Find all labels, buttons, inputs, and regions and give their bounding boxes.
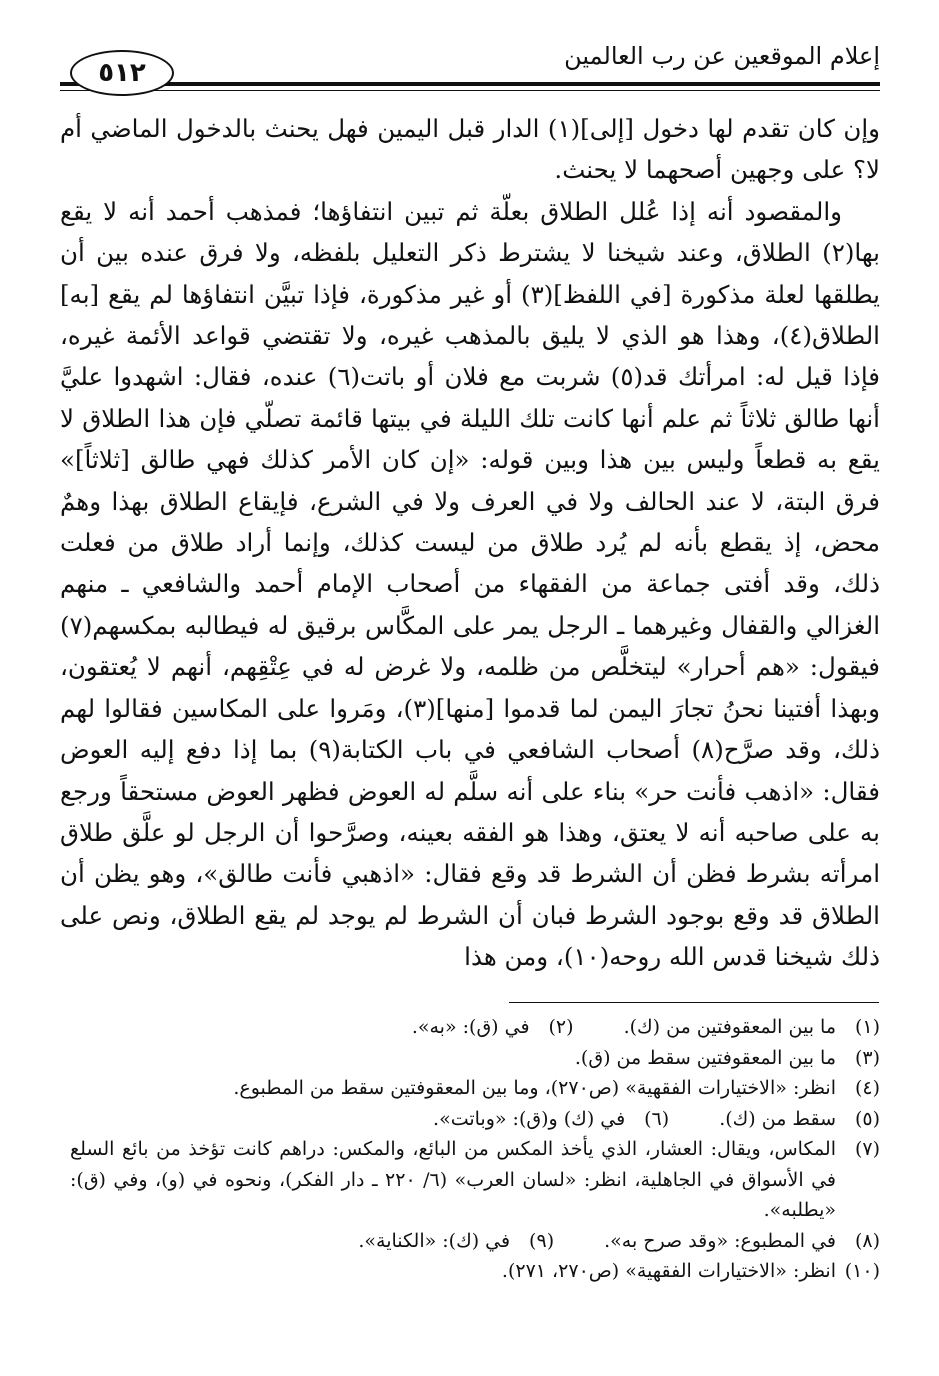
footnote <box>624 1012 880 1043</box>
footnote <box>575 1043 880 1074</box>
header-rule-thin <box>60 90 880 91</box>
footnote-row <box>70 1256 880 1287</box>
footnote-text: في (ق): «به». <box>411 1016 530 1038</box>
footnote-number: (٨) <box>854 1229 880 1252</box>
footnote-row <box>70 1134 880 1226</box>
running-title: إعلام الموقعين عن رب العالمين <box>564 42 880 70</box>
footnotes <box>70 1012 880 1287</box>
footnote-number: (١٠) <box>844 1260 880 1282</box>
footnote-number: (٩) <box>529 1229 555 1252</box>
footnote-number: (٧) <box>854 1138 880 1160</box>
page-number-badge: ٥١٢ <box>70 50 174 96</box>
main-text <box>60 108 880 978</box>
footnote-text: ما بين المعقوفتين سقط من (ق). <box>574 1046 836 1069</box>
footnote <box>233 1073 880 1104</box>
footnote-separator <box>509 1002 879 1003</box>
footnote-text: المكاس، ويقال: العشار، الذي يأخذ المكس من البائع، والمكس: دراهم كانت تؤخذ من بائع السلع في الأسواق في الجاهلية، انظر: «لسان العرب» (٦/ ٢٢٠ ـ دار الفكر)، ونحوه في (و)، وفي (ق): «يطلبه». <box>70 1138 836 1221</box>
footnote-row <box>70 1012 880 1043</box>
paragraph: والمقصود أنه إذا عُلل الطلاق بعلّة ثم تبين انتفاؤها؛ فمذهب أحمد أنه لا يقع بها(٢) الطلاق، وعند شيخنا لا يشترط ذكر التعليل بلفظه، ولا فرق عنده بين أن يطلقها لعلة مذكورة [في اللفظ](٣) أو غير مذكورة، فإذا تبيَّن انتفاؤها لم يقع [به] الطلاق(٤)، وهذا هو الذي لا يليق بالمذهب غيره، ولا تقتضي قواعد الأئمة غيره، فإذا قيل له: امرأتك قد(٥) شربت مع فلان أو باتت(٦) عنده، فقال: اشهدوا عليَّ أنها طالق ثلاثاً ثم علم أنها كانت تلك الليلة في بيتها قائمة تصلّي فإن هذا الطلاق لا يقع به قطعاً وليس بين هذا وبين قوله: «إن كان الأمر كذلك فهي طالق [ثلاثاً]» فرق البتة، لا عند الحالف ولا في العرف ولا في الشرع، فإيقاع الطلاق بهذا وهمٌ محض، إذ يقطع بأنه لم يُرد طلاق من ليست كذلك، وإنما أراد طلاق من فعلت ذلك، وقد أفتى جماعة من الفقهاء من أصحاب الإمام أحمد والشافعي ـ منهم الغزالي والقفال وغيرهما ـ الرجل يمر على المكَّاس برقيق له فيطالبه بمكسهم(٧) فيقول: «هم أحرار» ليتخلَّص من ظلمه، ولا غرض له في عِتْقِهم، أنهم لا يُعتقون، وبهذا أفتينا نحنُ تجارَ اليمن لما قدموا [منها](٣)، ومَروا على المكاسين فقالوا لهم ذلك، وقد صرَّح(٨) أصحاب الشافعي في باب الكتابة(٩) بما إذا دفع إليه العوض فقال: «اذهب فأنت حر» بناء على أنه سلَّم له العوض فظهر العوض مستحقاً ورجع به على صاحبه أنه لا يعتق، وهذا هو الفقه بعينه، وصرَّحوا أن الرجل لو علَّق طلاق امرأته بشرط فظن أن الشرط قد وقع فقال: «اذهبي فأنت طالق»، وهو يظن أن الطلاق قد وقع بوجود الشرط فبان أن الشرط لم يوجد لم يقع الطلاق، ونص على ذلك شيخنا قدس الله روحه(١٠)، ومن هذا <box>60 196 881 972</box>
footnote-row <box>70 1073 880 1104</box>
footnote-text: في (ك) و(ق): «وباتت». <box>433 1107 626 1130</box>
footnote-text: سقط من (ك). <box>719 1107 836 1130</box>
paragraph: وإن كان تقدم لها دخول [إلى](١) الدار قبل اليمين فهل يحنث بالدخول الماضي أم لا؟ على وجهين أصحهما لا يحنث. <box>60 114 880 185</box>
footnote-row <box>70 1104 880 1135</box>
footnote <box>412 1012 574 1043</box>
footnote-text: في (ك): «الكناية». <box>358 1229 511 1252</box>
footnote-number: (٢) <box>548 1016 574 1038</box>
footnote-number: (٤) <box>854 1077 880 1099</box>
footnote-number: (١) <box>854 1016 880 1038</box>
footnote-number: (٣) <box>854 1046 880 1069</box>
footnote-text: انظر: «الاختيارات الفقهية» (ص٢٧٠)، وما بين المعقوفتين سقط من المطبوع. <box>233 1077 836 1099</box>
footnote <box>604 1226 880 1257</box>
footnote <box>70 1134 880 1226</box>
page-header <box>60 30 880 100</box>
header-rule-thick <box>60 82 880 86</box>
footnote <box>433 1104 669 1135</box>
footnote-number: (٦) <box>644 1107 670 1130</box>
footnote-text: انظر: «الاختيارات الفقهية» (ص٢٧٠، ٢٧١). <box>501 1260 836 1282</box>
footnote-text: في المطبوع: «وقد صرح به». <box>604 1229 836 1252</box>
footnote <box>358 1226 554 1257</box>
footnote <box>719 1104 880 1135</box>
footnote-row <box>70 1043 880 1074</box>
footnote <box>502 1256 880 1287</box>
footnote-text: ما بين المعقوفتين من (ك). <box>623 1016 836 1038</box>
footnote-number: (٥) <box>854 1107 880 1130</box>
footnote-row <box>70 1226 880 1257</box>
